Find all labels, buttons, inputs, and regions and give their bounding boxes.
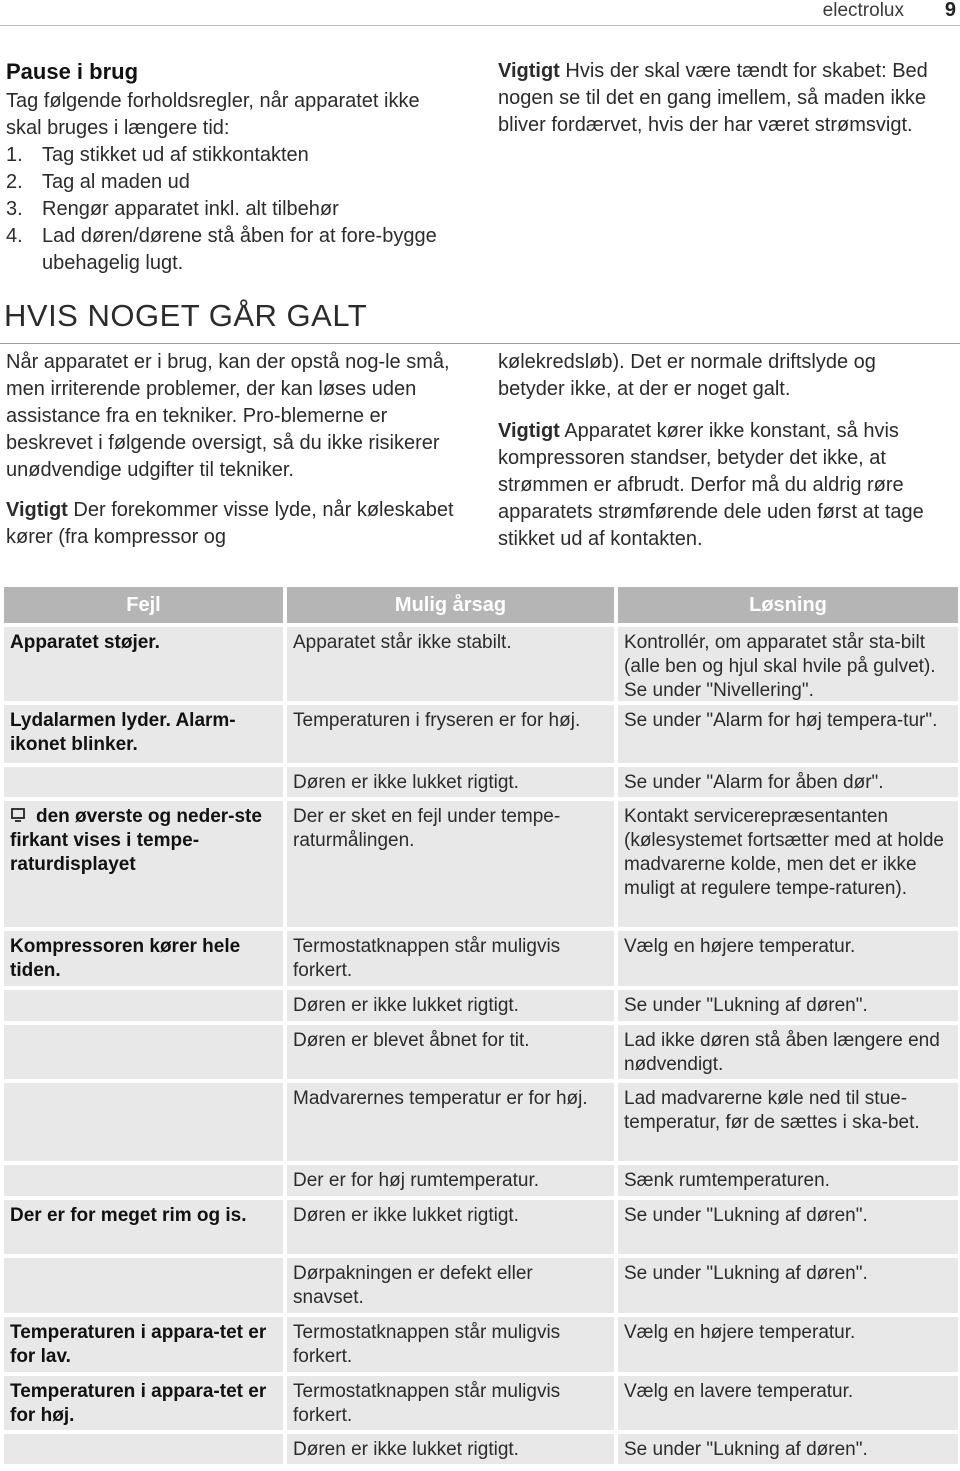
table-row <box>4 1317 958 1372</box>
cell-fejl <box>4 1258 283 1313</box>
pause-heading: Pause i brug <box>6 59 139 84</box>
cell-fejl <box>4 801 283 927</box>
cell-fejl: Lydalarmen lyder. Alarm-ikonet blinker. <box>4 705 283 763</box>
table-row <box>4 1434 958 1464</box>
cell-aarsag: Termostatknappen står muligvis forkert. <box>287 1317 614 1372</box>
cell-aarsag: Døren er ikke lukket rigtigt. <box>287 1434 614 1464</box>
pause-step: 3. Rengør apparatet inkl. alt tilbehør <box>6 198 339 220</box>
cell-aarsag: Døren er ikke lukket rigtigt. <box>287 990 614 1021</box>
table-row <box>4 1200 958 1254</box>
table-row <box>4 1025 958 1079</box>
cell-loesning: Lad madvarerne køle ned til stue-temperatur, før de sættes i ska-bet. <box>618 1083 958 1161</box>
cell-aarsag: Apparatet står ikke stabilt. <box>287 627 614 701</box>
troubleshooting-table <box>4 587 958 1464</box>
pause-step: 2. Tag al maden ud <box>6 171 190 193</box>
power-note <box>498 58 948 139</box>
cell-fejl <box>4 767 283 797</box>
header-loesning: Løsning <box>618 587 958 623</box>
cell-aarsag: Termostatknappen står muligvis forkert. <box>287 1376 614 1430</box>
cell-aarsag: Madvarernes temperatur er for høj. <box>287 1083 614 1161</box>
cell-aarsag: Temperaturen i fryseren er for høj. <box>287 705 614 763</box>
table-row <box>4 1083 958 1161</box>
cell-aarsag: Dørpakningen er defekt eller snavset. <box>287 1258 614 1313</box>
pause-steps <box>6 142 454 277</box>
cell-loesning: Se under "Alarm for høj tempera-tur". <box>618 705 958 763</box>
cell-fejl <box>4 990 283 1021</box>
cell-fejl <box>4 1165 283 1196</box>
cell-loesning: Vælg en lavere temperatur. <box>618 1376 958 1430</box>
pause-section <box>6 58 454 277</box>
section-rule <box>0 343 960 344</box>
pause-step: 4. Lad døren/dørene stå åben for at fore-bygge ubehagelig lugt. <box>6 225 437 274</box>
cell-loesning: Se under "Lukning af døren". <box>618 1258 958 1313</box>
cell-fejl <box>4 1025 283 1079</box>
cell-loesning: Vælg en højere temperatur. <box>618 1317 958 1372</box>
cell-fejl: Der er for meget rim og is. <box>4 1200 283 1254</box>
cell-fejl <box>4 1434 283 1464</box>
note-text: Hvis der skal være tændt for skabet: Bed nogen se til det en gang imellem, så maden ikke bliver fordærvet, hvis der har været strømsvigt. <box>498 60 928 136</box>
pause-intro: Tag følgende forholdsregler, når apparatet ikke skal bruges i længere tid: <box>6 90 420 139</box>
cell-loesning: Se under "Alarm for åben dør". <box>618 767 958 797</box>
cell-loesning: Se under "Lukning af døren". <box>618 1434 958 1464</box>
table-row <box>4 705 958 763</box>
cell-fejl: Kompressoren kører hele tiden. <box>4 931 283 986</box>
cell-aarsag: Termostatknappen står muligvis forkert. <box>287 931 614 986</box>
note-label: Vigtigt <box>498 420 560 442</box>
cell-loesning: Kontakt servicerepræsentanten (kølesystemet fortsætter med at holde madvarerne kolde, men det er ikke muligt at regulere tempe-raturen). <box>618 801 958 927</box>
cell-loesning: Se under "Lukning af døren". <box>618 1200 958 1254</box>
trouble-intro-block <box>6 349 454 551</box>
cell-aarsag: Der er sket en fejl under tempe-raturmålingen. <box>287 801 614 927</box>
cell-loesning: Kontrollér, om apparatet står sta-bilt (alle ben og hjul skal hvile på gulvet). Se under "Nivellering". <box>618 627 958 701</box>
cell-loesning: Lad ikke døren stå åben længere end nødvendigt. <box>618 1025 958 1079</box>
cell-loesning: Vælg en højere temperatur. <box>618 931 958 986</box>
cell-fejl <box>4 1083 283 1161</box>
noise-note-text: Der forekommer visse lyde, når køleskabet kører (fra kompressor og <box>6 499 454 548</box>
page-number: 9 <box>944 0 956 21</box>
table-row <box>4 1165 958 1196</box>
table-row <box>4 801 958 927</box>
header-aarsag: Mulig årsag <box>287 587 614 623</box>
cell-fejl: Apparatet støjer. <box>4 627 283 701</box>
header-rule <box>0 25 960 26</box>
cell-fejl-text: den øverste og neder-ste firkant vises i tempe-raturdisplayet <box>10 806 262 875</box>
header-fejl: Fejl <box>4 587 283 623</box>
page-header <box>0 0 960 26</box>
cell-loesning: Se under "Lukning af døren". <box>618 990 958 1021</box>
note-label: Vigtigt <box>498 60 560 82</box>
noise-note-continued: kølekredsløb). Det er normale driftslyde og betyder ikke, at der er noget galt. <box>498 351 876 400</box>
table-row <box>4 627 958 701</box>
note-label: Vigtigt <box>6 499 68 521</box>
pause-step: 1. Tag stikket ud af stikkontakten <box>6 144 309 166</box>
cell-aarsag: Døren er ikke lukket rigtigt. <box>287 1200 614 1254</box>
cell-aarsag: Der er for høj rumtemperatur. <box>287 1165 614 1196</box>
table-row <box>4 767 958 797</box>
trouble-intro: Når apparatet er i brug, kan der opstå nog-le små, men irriterende problemer, der kan løses uden assistance fra en tekniker. Pro-blemerne er beskrevet i følgende oversigt, så du ikke risikerer unødvendige udgifter til tekniker. <box>6 351 450 481</box>
cell-aarsag: Døren er blevet åbnet for tit. <box>287 1025 614 1079</box>
table-row <box>4 1376 958 1430</box>
table-header <box>4 587 958 623</box>
section-title: HVIS NOGET GÅR GALT <box>4 298 368 333</box>
cell-loesning: Sænk rumtemperaturen. <box>618 1165 958 1196</box>
cell-fejl: Temperaturen i appara-tet er for høj. <box>4 1376 283 1430</box>
cell-aarsag: Døren er ikke lukket rigtigt. <box>287 767 614 797</box>
table-row <box>4 990 958 1021</box>
right-notes-block <box>498 349 948 553</box>
cell-fejl: Temperaturen i appara-tet er for lav. <box>4 1317 283 1372</box>
table-row <box>4 1258 958 1313</box>
table-row <box>4 931 958 986</box>
compressor-note-text: Apparatet kører ikke konstant, så hvis kompressoren standser, betyder det ikke, at strømmen er afbrudt. Derfor må du aldrig røre apparatets strømførende dele uden først at tage stikket ud af kontakten. <box>498 420 924 550</box>
brand-name: electrolux <box>822 0 904 21</box>
display-squares-icon <box>10 808 26 824</box>
